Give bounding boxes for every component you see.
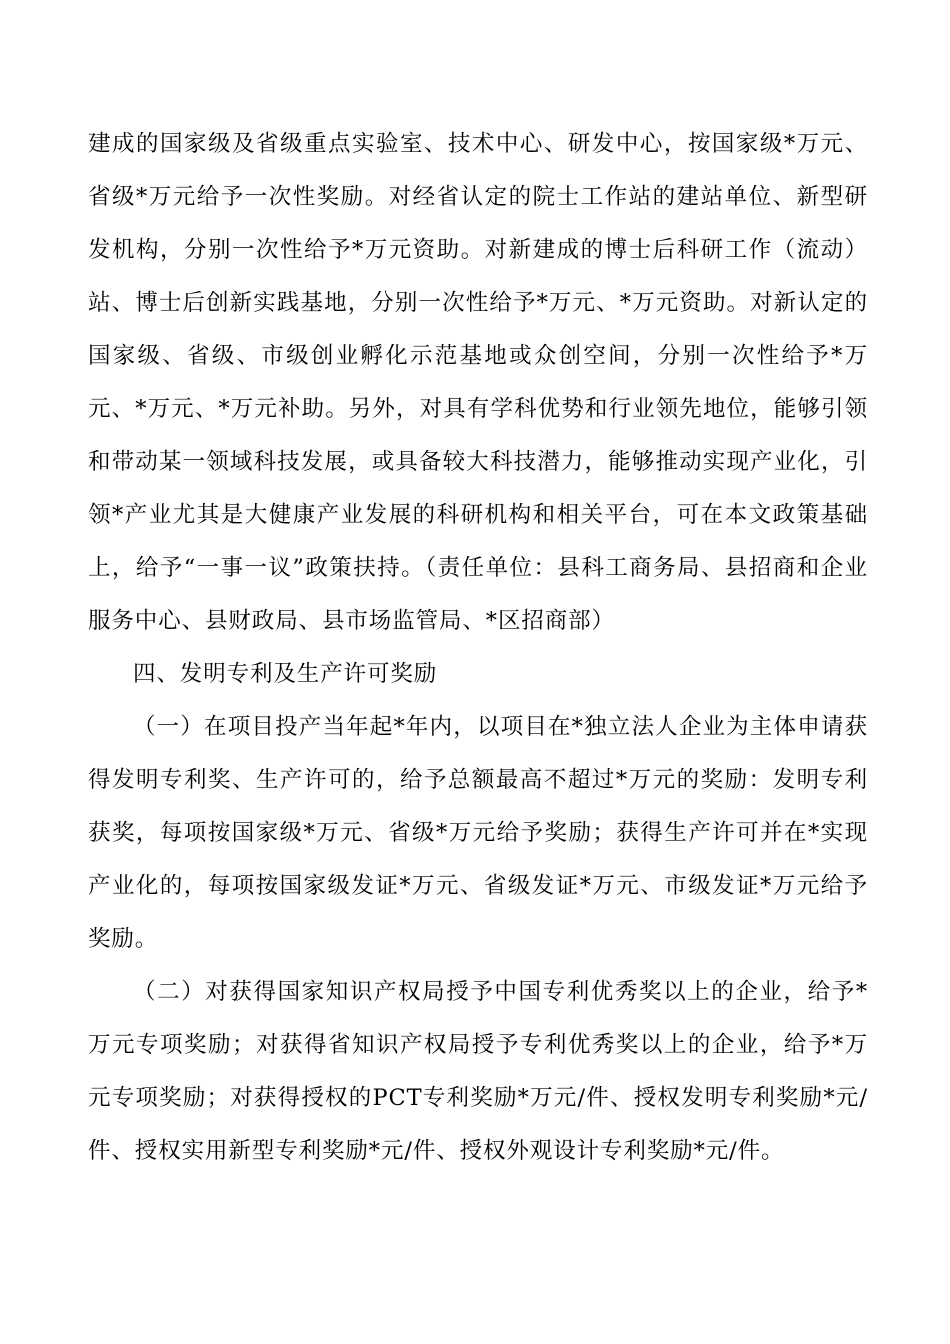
document-page (88, 118, 868, 1178)
section-heading-patent-rewards: 四、发明专利及生产许可奖励 (133, 661, 438, 687)
paragraph-patent-excellence-awards: （二）对获得国家知识产权局授予中国专利优秀奖以上的企业，给予*万元专项奖励；对获得省知识产权局授予专利优秀奖以上的企业，给予*万元专项奖励；对获得授权的PCT专利奖励*万元/件、授权发明专利奖励*元/件、授权实用新型专利奖励*元/件、授权外观设计专利奖励*元/件。 (88, 979, 868, 1164)
paragraph-patent-production-license: （一）在项目投产当年起*年内，以项目在*独立法人企业为主体申请获得发明专利奖、生产许可的，给予总额最高不超过*万元的奖励：发明专利获奖，每项按国家级*万元、省级*万元给予奖励；获得生产许可并在*实现产业化的，每项按国家级发证*万元、省级发证*万元、市级发证*万元给予奖励。 (88, 714, 868, 952)
paragraph-platform-rewards: 建成的国家级及省级重点实验室、技术中心、研发中心，按国家级*万元、省级*万元给予一次性奖励。对经省认定的院士工作站的建站单位、新型研发机构，分别一次性给予*万元资助。对新建成的博士后科研工作（流动）站、博士后创新实践基地，分别一次性给予*万元、*万元资助。对新认定的国家级、省级、市级创业孵化示范基地或众创空间，分别一次性给予*万元、*万元、*万元补助。另外，对具有学科优势和行业领先地位，能够引领和带动某一领域科技发展，或具备较大科技潜力，能够推动实现产业化，引领*产业尤其是大健康产业发展的科研机构和相关平台，可在本文政策基础上，给予“一事一议”政策扶持。（责任单位：县科工商务局、县招商和企业服务中心、县财政局、县市场监管局、*区招商部） (88, 131, 868, 634)
